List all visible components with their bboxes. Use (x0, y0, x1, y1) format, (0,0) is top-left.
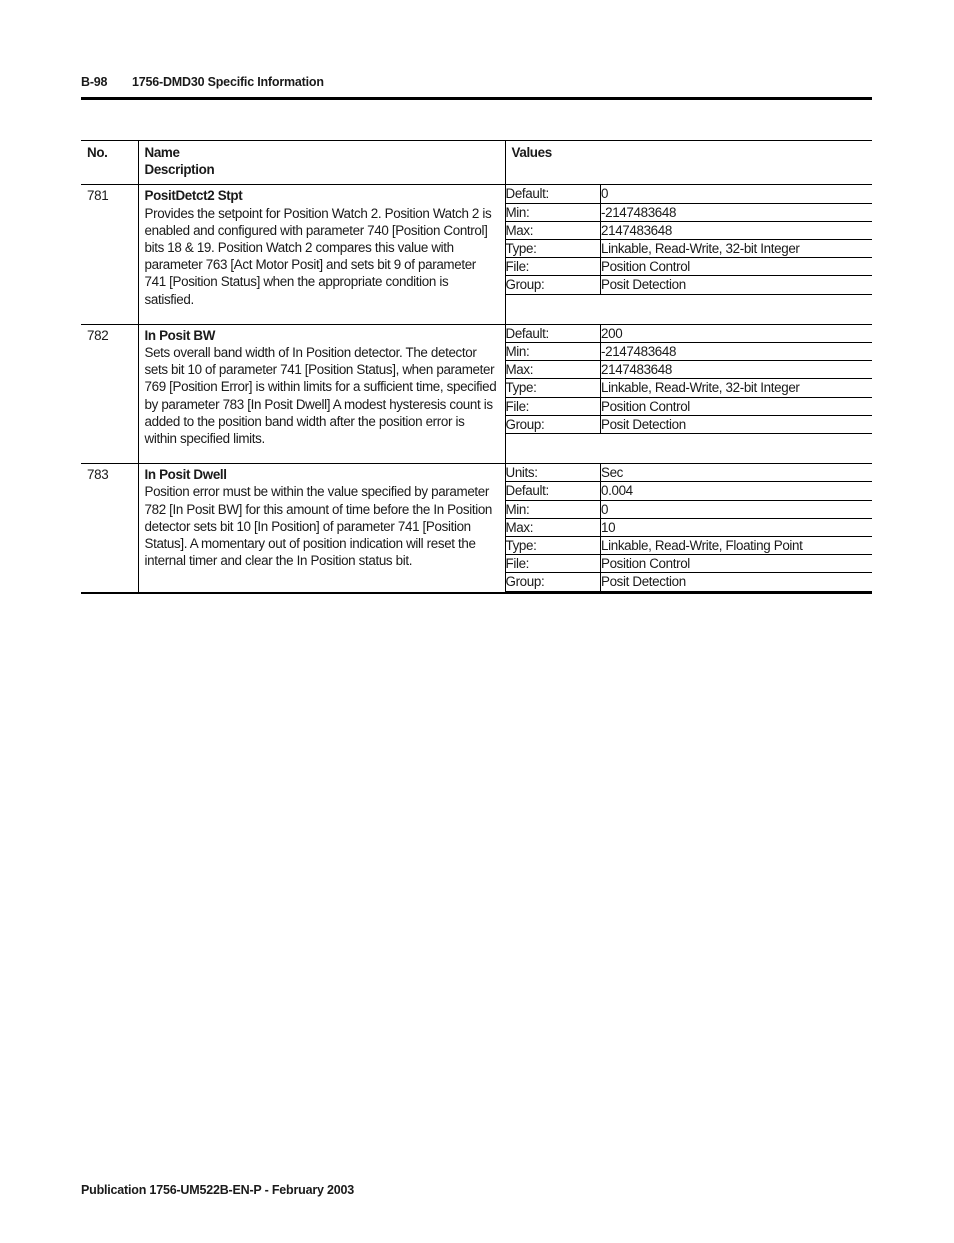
parameter-values-cell (505, 185, 872, 324)
value-data: Linkable, Read-Write, Floating Point (601, 537, 873, 555)
value-row (506, 240, 873, 258)
value-key: Default: (505, 325, 549, 341)
page-header (81, 73, 872, 100)
parameter-name: In Posit BW (144, 327, 216, 343)
value-key: Min: (505, 204, 530, 220)
value-row (506, 464, 873, 482)
parameter-values-cell (505, 464, 872, 593)
value-data: 2147483648 (601, 221, 873, 239)
value-key: Default: (505, 483, 549, 499)
value-data: 0 (601, 500, 873, 518)
parameter-description: Position error must be within the value specified by parameter 782 [In Posit BW] for this amount of time before the In Position detector sets bit 10 [In Position] of parameter 741 [Position Status]. A momentary out of position indication will reset the internal timer and clear the In Position status bit. (144, 484, 493, 569)
value-key: File: (505, 556, 530, 572)
value-row (506, 500, 873, 518)
value-data: Position Control (601, 258, 873, 276)
value-row (506, 482, 873, 500)
value-key: Max: (505, 222, 534, 238)
value-key: Max: (505, 519, 534, 535)
value-data: 2147483648 (601, 361, 873, 379)
value-row (506, 343, 873, 361)
value-row (506, 325, 873, 343)
value-key: Min: (505, 344, 530, 360)
value-row (506, 537, 873, 555)
value-key: Type: (505, 380, 537, 396)
values-table (506, 325, 873, 434)
value-data: 0 (601, 185, 873, 203)
value-data: Posit Detection (601, 276, 873, 294)
value-row (506, 258, 873, 276)
values-table (506, 185, 873, 294)
parameter-number: 783 (87, 467, 109, 483)
column-header-description: Description (144, 162, 215, 178)
value-key: Max: (505, 362, 534, 378)
parameter-description-cell (138, 324, 505, 463)
page-number: B-98 (81, 75, 108, 89)
parameter-name: PositDetct2 Stpt (144, 188, 243, 204)
value-key: Default: (505, 186, 549, 202)
value-data: Position Control (601, 397, 873, 415)
section-title: 1756-DMD30 Specific Information (132, 75, 324, 89)
table-row (81, 324, 872, 463)
value-row (506, 397, 873, 415)
table-header-row (81, 141, 872, 185)
parameter-description-cell (138, 464, 505, 593)
value-row (506, 379, 873, 397)
value-key: Min: (505, 501, 530, 517)
value-row (506, 361, 873, 379)
parameter-name: In Posit Dwell (144, 467, 227, 483)
value-data: -2147483648 (601, 343, 873, 361)
value-row (506, 185, 873, 203)
values-table (506, 464, 873, 591)
table-row (81, 185, 872, 324)
parameter-values-cell (505, 324, 872, 463)
value-row (506, 221, 873, 239)
column-header-values: Values (505, 141, 872, 185)
value-data: 0.004 (601, 482, 873, 500)
column-header-name: Name (144, 145, 180, 160)
value-data: 200 (601, 325, 873, 343)
value-key: Type: (505, 538, 537, 554)
publication-footer: Publication 1756-UM522B-EN-P - February 2003 (81, 1183, 355, 1197)
parameter-number: 781 (87, 188, 109, 204)
value-data: Position Control (601, 555, 873, 573)
value-row (506, 203, 873, 221)
value-data: -2147483648 (601, 203, 873, 221)
table-row (81, 464, 872, 593)
parameter-description: Provides the setpoint for Position Watch 2. Position Watch 2 is enabled and configured with parameter 740 [Position Control] bits 18 & 19. Position Watch 2 compares this value with parameter 763 [Act Motor Posit] and sets bit 9 of parameter 741 [Position Status] when the appropriate condition is satisfied. (144, 205, 492, 307)
value-row (506, 518, 873, 536)
value-data: Sec (601, 464, 873, 482)
value-row (506, 415, 873, 433)
value-data: Linkable, Read-Write, 32-bit Integer (601, 379, 873, 397)
value-key: File: (505, 259, 530, 275)
value-key: Units: (505, 465, 538, 481)
value-row (506, 276, 873, 294)
value-data: Linkable, Read-Write, 32-bit Integer (601, 240, 873, 258)
column-header-no: No. (81, 141, 138, 185)
parameter-number: 782 (87, 327, 109, 343)
value-key: Group: (505, 574, 545, 590)
value-data: 10 (601, 518, 873, 536)
value-row (506, 555, 873, 573)
value-key: Group: (505, 277, 545, 293)
value-data: Posit Detection (601, 415, 873, 433)
parameter-table (81, 140, 872, 594)
column-header-name-description (138, 141, 505, 185)
value-row (506, 573, 873, 591)
parameter-description-cell (138, 185, 505, 324)
value-key: File: (505, 398, 530, 414)
parameter-description: Sets overall band width of In Position detector. The detector sets bit 10 of parameter 741 [Position Status], when parameter 769 [Position Error] is within limits for a sufficient time, specified by parameter 783 [In Posit Dwell] A modest hysteresis count is added to the position band width after the position error is within specified limits. (144, 345, 497, 447)
value-key: Type: (505, 241, 537, 257)
value-key: Group: (505, 416, 545, 432)
value-data: Posit Detection (601, 573, 873, 591)
